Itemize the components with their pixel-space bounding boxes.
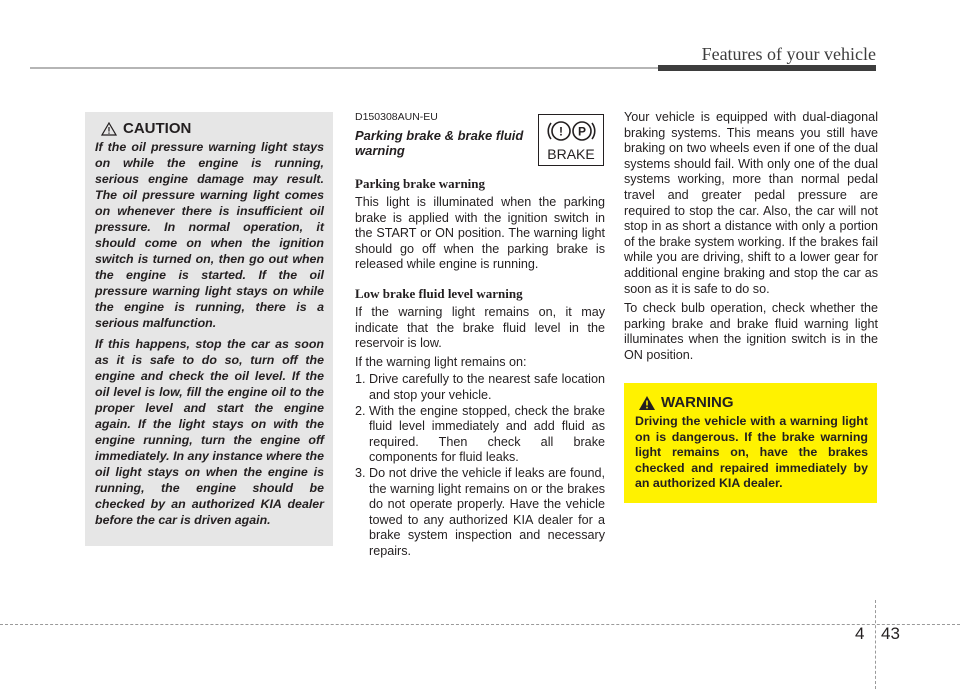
warning-triangle-icon <box>638 395 656 411</box>
list-item: 1. Drive carefully to the nearest safe location and stop your vehicle. <box>355 372 605 402</box>
list-item: 3. Do not drive the vehicle if leaks are found, the warning light remains on or the brakes do not operate properly. Have the vehicle towed to any authorized KIA dealer for a brake system inspection and necessary repairs. <box>355 465 605 558</box>
warning-header <box>635 394 868 411</box>
fluid-warning-text: If the warning light remains on, it may indicate that the brake fluid level in the reservoir is low. <box>355 304 605 351</box>
right-column <box>624 110 878 368</box>
header-bar <box>658 65 876 71</box>
section-code: D150308AUN-EU <box>355 111 438 123</box>
steps-list <box>355 372 605 559</box>
page-number: 43 <box>881 624 900 643</box>
bulb-check-text: To check bulb operation, check whether the parking brake and brake fluid warning light illuminates when the ignition switch is in the ON position. <box>624 301 878 362</box>
caution-paragraph: If the oil pressure warning light stays on while the engine is running, serious engine damage may result. The oil pressure warning light comes on whenever there is insufficient oil pressure. In normal operation, it should come on when the ignition switch is turned on, then go out when the engine is started. If the oil pressure warning light stays on while the engine is running, there is a serious malfunction. <box>95 140 324 330</box>
list-item: 2. With the engine stopped, check the brake fluid level immediately and add fluid as required. Then check all brake components for fluid leaks. <box>355 403 605 465</box>
page-header-title: Features of your vehicle <box>701 44 876 64</box>
warning-text: Driving the vehicle with a warning light on is dangerous. If the brake warning light remains on, have the brakes checked and repaired immediately by an authorized KIA dealer. <box>635 414 868 490</box>
section-title: Parking brake & brake fluid warning <box>355 128 524 158</box>
caution-box <box>85 112 333 546</box>
brake-warning-icon <box>538 114 604 166</box>
brake-icon-symbol-p: P <box>577 124 587 139</box>
parking-brake-subtitle: Parking brake warning <box>355 176 486 191</box>
chapter-number: 4 <box>855 624 865 643</box>
caution-triangle-icon <box>101 122 117 136</box>
dual-braking-text: Your vehicle is equipped with dual-diagonal braking systems. This means you still have braking on two wheels even if one of the dual systems should fail. With only one of the dual systems working, more than normal pedal travel and greater pedal pressure are required to stop the car. Also, the car will not stop in as short a distance with only a portion of the brake system working. If the brakes fail while you are driving, shift to a lower gear for additional engine braking and stop the car as soon as it is safe to do so. <box>624 110 878 296</box>
caution-paragraph: If this happens, stop the car as soon as it is safe to do so, turn off the engine and check the oil level. If the oil level is low, fill the engine oil to the proper level and start the engine again. If the light stays on with the engine running, turn the engine off immediately. In any instance where the oil light stays on when the engine is running, the engine should be checked by an authorized KIA dealer before the car is driven again. <box>95 337 324 527</box>
footer-rule <box>0 624 960 625</box>
parking-brake-text: This light is illuminated when the parking brake is applied with the ignition switch in the START or ON position. The warning light should go off when the parking brake is released while engine is running. <box>355 195 605 272</box>
warning-title: WARNING <box>661 394 734 411</box>
footer-divider <box>875 600 876 689</box>
fluid-warning-intro: If the warning light remains on: <box>355 354 527 369</box>
middle-column <box>355 110 605 559</box>
caution-title: CAUTION <box>123 120 192 137</box>
caution-header <box>95 120 324 137</box>
brake-icon-label: BRAKE <box>547 146 595 162</box>
warning-box <box>624 383 877 503</box>
brake-icon-symbol-exclaim: ! <box>559 124 563 139</box>
fluid-warning-subtitle: Low brake fluid level warning <box>355 285 523 301</box>
